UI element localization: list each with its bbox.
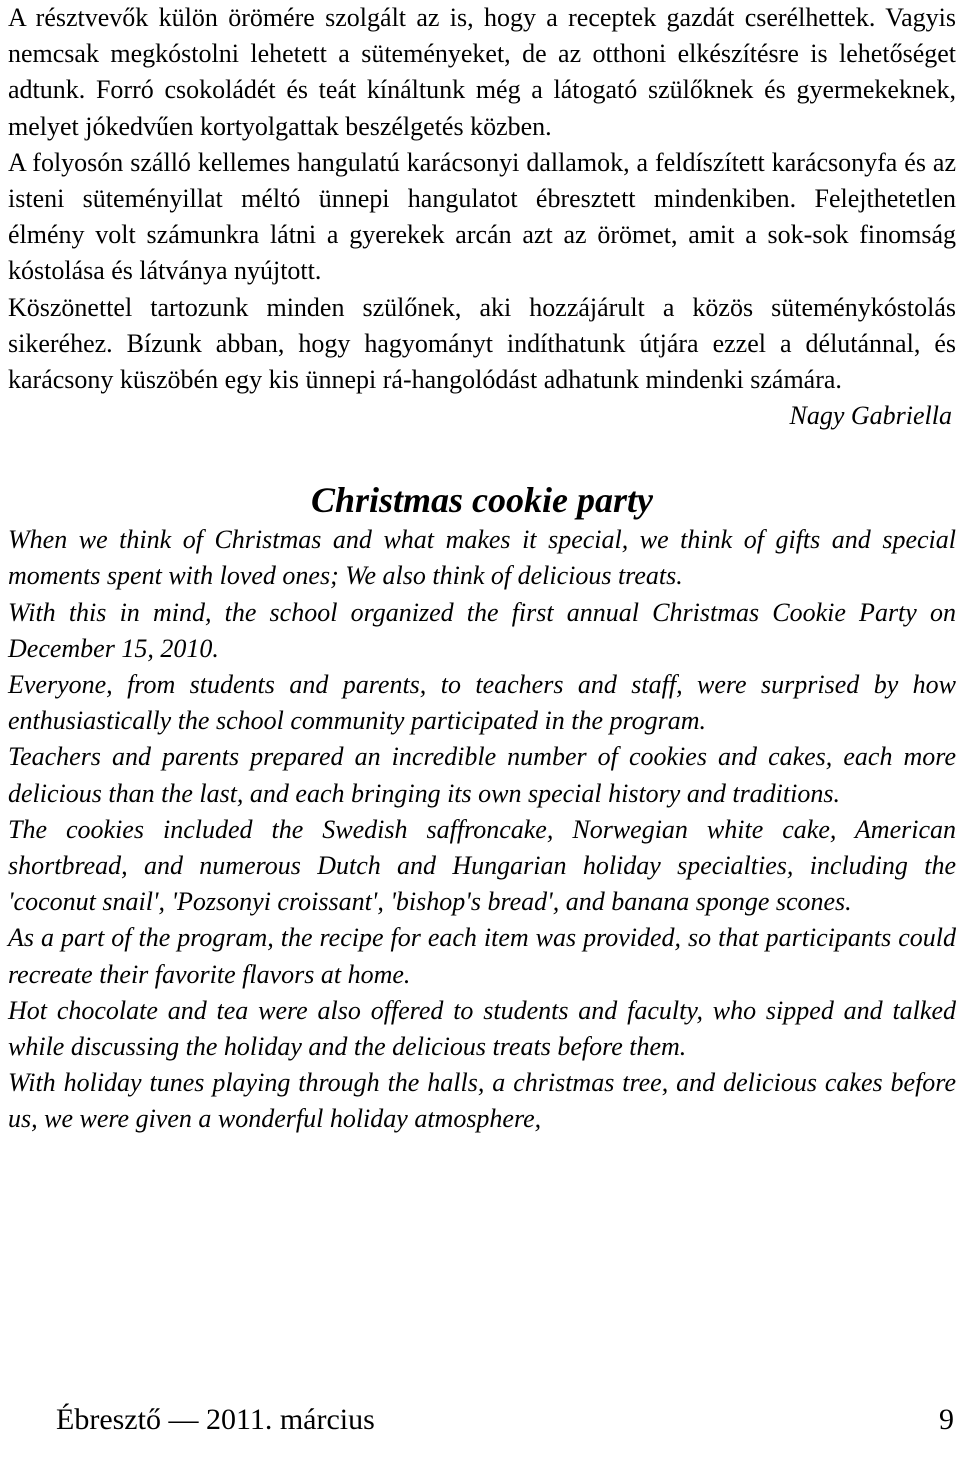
hungarian-paragraph: A résztvevők külön örömére szolgált az is, hogy a receptek gazdát cserélhettek. Vagyis nemcsak megkóstolni lehetett a süteményeket, de az otthoni elkészítésre is lehetőséget adtunk. Forró csokoládét és teát kínáltunk még a látogató szülőknek és gyermekeknek, melyet jókedvűen kortyolgattak beszélgetés közben. xyxy=(8,3,956,141)
page-footer xyxy=(56,1400,954,1440)
english-paragraph: Everyone, from students and parents, to teachers and staff, were surprised by how enthusiastically the school community participated in the program. xyxy=(8,670,956,736)
page-number: 9 xyxy=(939,1403,954,1436)
publication-name: Ébresztő — 2011. március xyxy=(56,1403,375,1436)
english-paragraph: When we think of Christmas and what makes it special, we think of gifts and special moments spent with loved ones; We also think of delicious treats. xyxy=(8,525,956,591)
english-paragraph: The cookies included the Swedish saffroncake, Norwegian white cake, American shortbread, and numerous Dutch and Hungarian holiday specialties, including the 'coconut snail', 'Pozsonyi croissant', 'bishop's bread', and banana sponge scones. xyxy=(8,814,956,917)
author-signature: Nagy Gabriella xyxy=(789,401,952,431)
english-paragraph: Teachers and parents prepared an incredible number of cookies and cakes, each more delicious than the last, and each bringing its own special history and traditions. xyxy=(8,742,956,808)
hungarian-paragraph: A folyosón szálló kellemes hangulatú karácsonyi dallamok, a feldíszített karácsonyfa és az isteni süteményillat méltó ünnepi hangulatot ébresztett mindenkiben. Felejthetetlen élmény volt számunkra látni a gyerekek arcán azt az örömet, amit a sok-sok finomság kóstolása és látványa nyújtott. xyxy=(8,147,956,286)
english-paragraph: As a part of the program, the recipe for each item was provided, so that participants could recreate their favorite flavors at home. xyxy=(8,923,956,989)
page-content xyxy=(8,0,956,1138)
article-title: Christmas cookie party xyxy=(310,480,654,521)
english-article xyxy=(8,522,956,1137)
hungarian-article xyxy=(8,0,956,398)
english-paragraph: With this in mind, the school organized the first annual Christmas Cookie Party on December 15, 2010. xyxy=(8,597,956,663)
english-paragraph: With holiday tunes playing through the halls, a christmas tree, and delicious cakes before us, we were given a wonderful holiday atmosphere, xyxy=(8,1068,956,1134)
hungarian-paragraph: Köszönettel tartozunk minden szülőnek, aki hozzájárult a közös süteménykóstolás sikeréhez. Bízunk abban, hogy hagyományt indíthatunk útjára ezzel a délutánnal, és karácsony küszöbén egy kis ünnepi rá-hangolódást adhatunk mindenki számára. xyxy=(8,292,956,395)
english-paragraph: Hot chocolate and tea were also offered to students and faculty, who sipped and talked while discussing the holiday and the delicious treats before them. xyxy=(8,995,956,1062)
